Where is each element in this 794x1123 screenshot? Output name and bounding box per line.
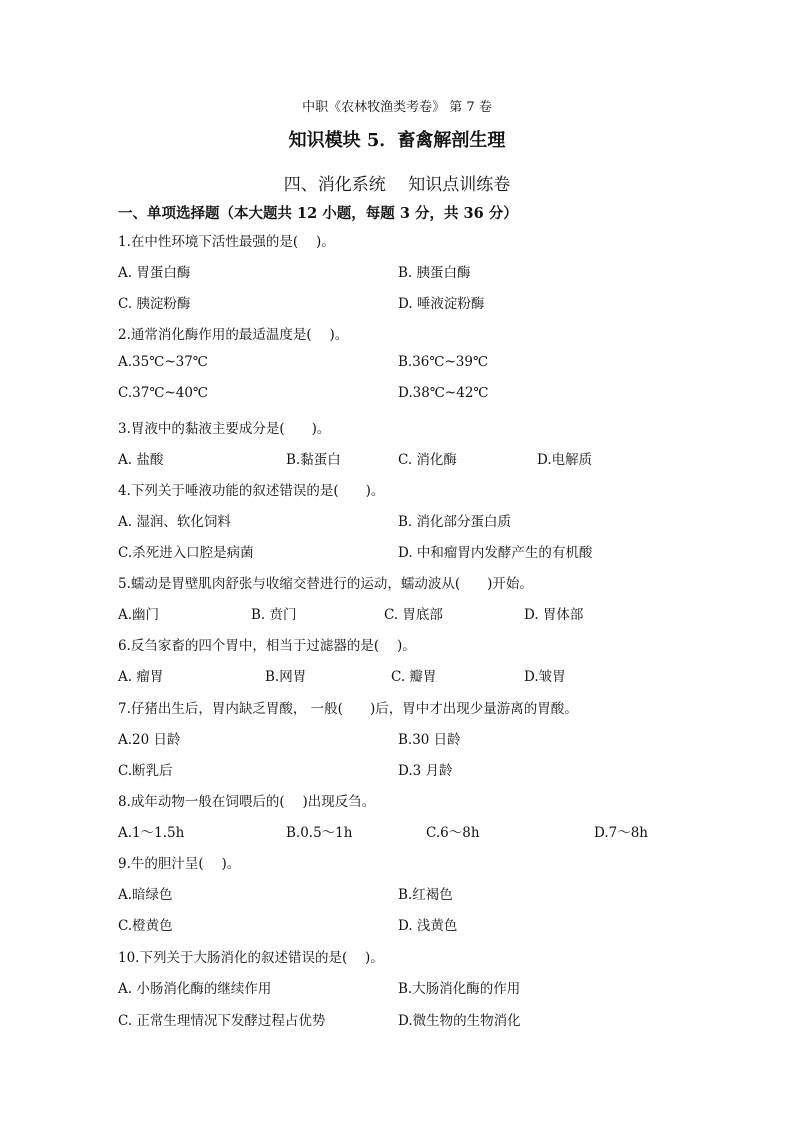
question-4-option-a: A. 湿润、软化饲料 bbox=[118, 514, 231, 530]
question-6-option-c: C. 瓣胃 bbox=[391, 669, 437, 685]
question-2-option-c: C.37℃~40℃ bbox=[118, 385, 209, 401]
question-6: 6.反刍家畜的四个胃中，相当于过滤器的是( )。 bbox=[118, 638, 416, 654]
question-6-option-b: B.网胃 bbox=[265, 669, 307, 685]
question-8-option-d: D.7～8h bbox=[594, 825, 649, 841]
question-8-option-c: C.6～8h bbox=[426, 825, 480, 841]
question-9: 9.牛的胆汁呈( )。 bbox=[118, 856, 241, 872]
question-2-option-a: A.35℃~37℃ bbox=[118, 354, 208, 370]
question-3: 3.胃液中的黏液主要成分是( )。 bbox=[118, 421, 331, 437]
section-heading: 一、单项选择题（本大题共 12 小题，每题 3 分，共 36 分） bbox=[118, 205, 518, 222]
question-8: 8.成年动物一般在饲喂后的( )出现反刍。 bbox=[118, 794, 376, 810]
question-8-option-b: B.0.5～1h bbox=[286, 825, 353, 841]
module-title: 知识模块 5．畜禽解剖生理 bbox=[288, 130, 506, 151]
exam-series-title: 中职《农林牧渔类考卷》 第 7 卷 bbox=[302, 100, 492, 115]
question-10-option-d: D.微生物的生物消化 bbox=[398, 1013, 521, 1029]
question-4: 4.下列关于唾液功能的叙述错误的是( )。 bbox=[118, 483, 385, 499]
question-3-option-d: D.电解质 bbox=[537, 452, 593, 468]
question-7-option-a: A.20 日龄 bbox=[118, 732, 181, 748]
question-9-option-d: D. 浅黄色 bbox=[398, 918, 458, 934]
question-8-option-a: A.1～1.5h bbox=[118, 825, 185, 841]
question-9-option-a: A.暗绿色 bbox=[118, 887, 173, 903]
question-6-option-d: D.皱胃 bbox=[524, 669, 566, 685]
question-7-option-d: D.3 月龄 bbox=[398, 763, 453, 779]
question-9-option-c: C.橙黄色 bbox=[118, 918, 173, 934]
question-9-option-b: B.红褐色 bbox=[398, 887, 453, 903]
question-2-option-d: D.38℃~42℃ bbox=[398, 385, 489, 401]
question-2-option-b: B.36℃~39℃ bbox=[398, 354, 489, 370]
question-7-option-c: C.断乳后 bbox=[118, 763, 173, 779]
question-1: 1.在中性环境下活性最强的是( )。 bbox=[118, 234, 335, 250]
question-10-option-c: C. 正常生理情况下发酵过程占优势 bbox=[118, 1013, 326, 1029]
question-1-option-c: C. 胰淀粉酶 bbox=[118, 296, 191, 312]
question-7: 7.仔猪出生后，胃内缺乏胃酸， 一般( )后，胃中才出现少量游离的胃酸。 bbox=[118, 701, 578, 717]
question-4-option-c: C.杀死进入口腔是病菌 bbox=[118, 545, 254, 561]
question-3-option-c: C. 消化酶 bbox=[398, 452, 457, 468]
question-5: 5.蠕动是胃壁肌肉舒张与收缩交替进行的运动，蠕动波从( )开始。 bbox=[118, 576, 533, 592]
question-5-option-b: B. 贲门 bbox=[251, 607, 297, 623]
question-1-option-b: B. 胰蛋白酶 bbox=[398, 265, 471, 281]
question-1-option-d: D. 唾液淀粉酶 bbox=[398, 296, 485, 312]
question-10: 10.下列关于大肠消化的叙述错误的是( )。 bbox=[118, 950, 384, 966]
question-1-option-a: A. 胃蛋白酶 bbox=[118, 265, 191, 281]
question-7-option-b: B.30 日龄 bbox=[398, 732, 461, 748]
question-3-option-a: A. 盐酸 bbox=[118, 452, 164, 468]
question-5-option-d: D. 胃体部 bbox=[524, 607, 584, 623]
question-10-option-b: B.大肠消化酶的作用 bbox=[398, 981, 521, 997]
question-4-option-d: D. 中和瘤胃内发酵产生的有机酸 bbox=[398, 545, 593, 561]
question-5-option-a: A.幽门 bbox=[118, 607, 160, 623]
question-3-option-b: B.黏蛋白 bbox=[286, 452, 341, 468]
paper-subtitle: 四、消化系统 知识点训练卷 bbox=[283, 175, 511, 195]
question-2: 2.通常消化酶作用的最适温度是( )。 bbox=[118, 327, 349, 343]
question-5-option-c: C. 胃底部 bbox=[384, 607, 443, 623]
question-4-option-b: B. 消化部分蛋白质 bbox=[398, 514, 512, 530]
question-6-option-a: A. 瘤胃 bbox=[118, 669, 164, 685]
question-10-option-a: A. 小肠消化酶的继续作用 bbox=[118, 981, 272, 997]
